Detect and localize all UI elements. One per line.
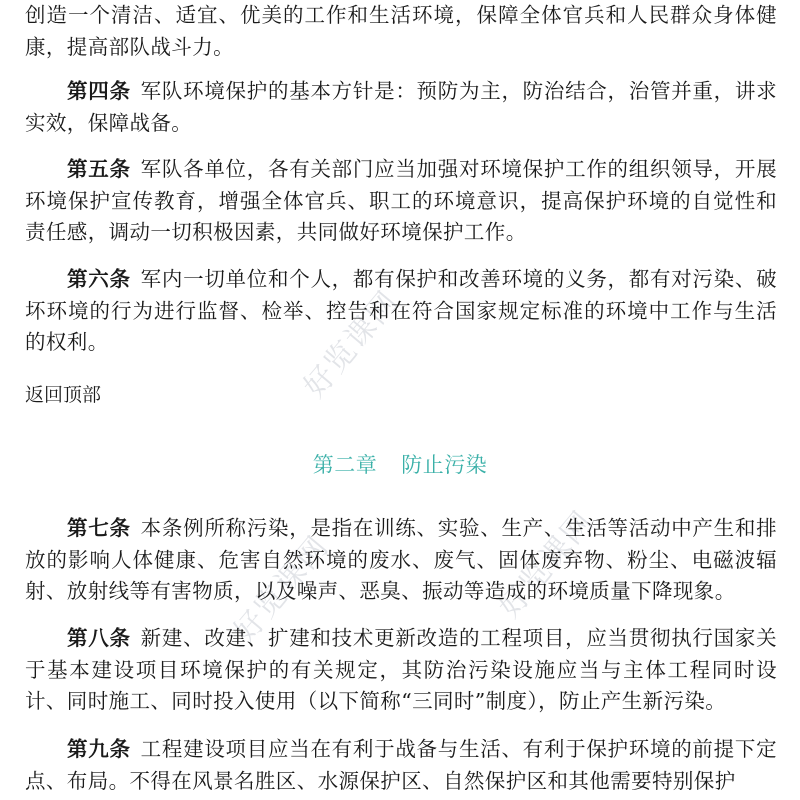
back-to-top-link[interactable]: 返回顶部 [25,384,102,406]
article-paragraph [25,734,777,797]
article-paragraph [25,623,777,718]
article-paragraph [25,76,777,139]
paragraph-text: 新建、改建、扩建和技术更新改造的工程项目，应当贯彻执行国家关于基本建设项目环境保护的有关规定，其防治污染设施应当与主体工程同时设计、同时施工、同时投入使用（以下简称“三同时”制度），防止产生新污染。 [25,626,778,713]
paragraph-text: 军内一切单位和个人，都有保护和改善环境的义务，都有对污染、破坏环境的行为进行监督、检举、控告和在符合国家规定标准的环境中工作与生活的权利。 [25,267,778,354]
paragraph-text: 工程建设项目应当在有利于战备与生活、有利于保护环境的前提下定点、布局。不得在风景名胜区、水源保护区、自然保护区和其他需要特别保护 [25,737,778,793]
chapter-heading [0,450,800,480]
article-paragraph [25,264,777,359]
paragraph-text: 军队各单位，各有关部门应当加强对环境保护工作的组织领导，开展环境保护宣传教育，增强全体官兵、职工的环境意识，提高保护环境的自觉性和责任感，调动一切积极因素，共同做好环境保护工作。 [25,157,778,244]
paragraph-text: 创造一个清洁、适宜、优美的工作和生活环境，保障全体官兵和人民群众身体健康，提高部队战斗力。 [25,3,777,59]
article-number: 第九条 [67,737,131,761]
article-paragraph [25,513,777,608]
article-number: 第八条 [67,626,131,650]
paragraph-text: 本条例所称污染，是指在训练、实验、生产、生活等活动中产生和排放的影响人体健康、危害自然环境的废水、废气、固体废弃物、粉尘、电磁波辐射、放射线等有害物质，以及噪声、恶臭、振动等造成的环境质量下降现象。 [25,516,778,603]
article-number: 第四条 [67,79,131,103]
chapter-title: 防止污染 [401,453,488,477]
article-number: 第七条 [67,516,131,540]
article-paragraph [25,0,777,63]
chapter-number: 第二章 [312,453,378,477]
article-paragraph [25,154,777,249]
watermark: 好览课网 [492,503,602,625]
article-number: 第六条 [67,267,131,291]
watermark: 好览课网 [227,528,337,650]
paragraph-text: 军队环境保护的基本方针是：预防为主，防治结合，治管并重，讲求实效，保障战备。 [25,79,778,135]
watermark: 好览课网 [297,283,407,405]
article-number: 第五条 [67,157,131,181]
